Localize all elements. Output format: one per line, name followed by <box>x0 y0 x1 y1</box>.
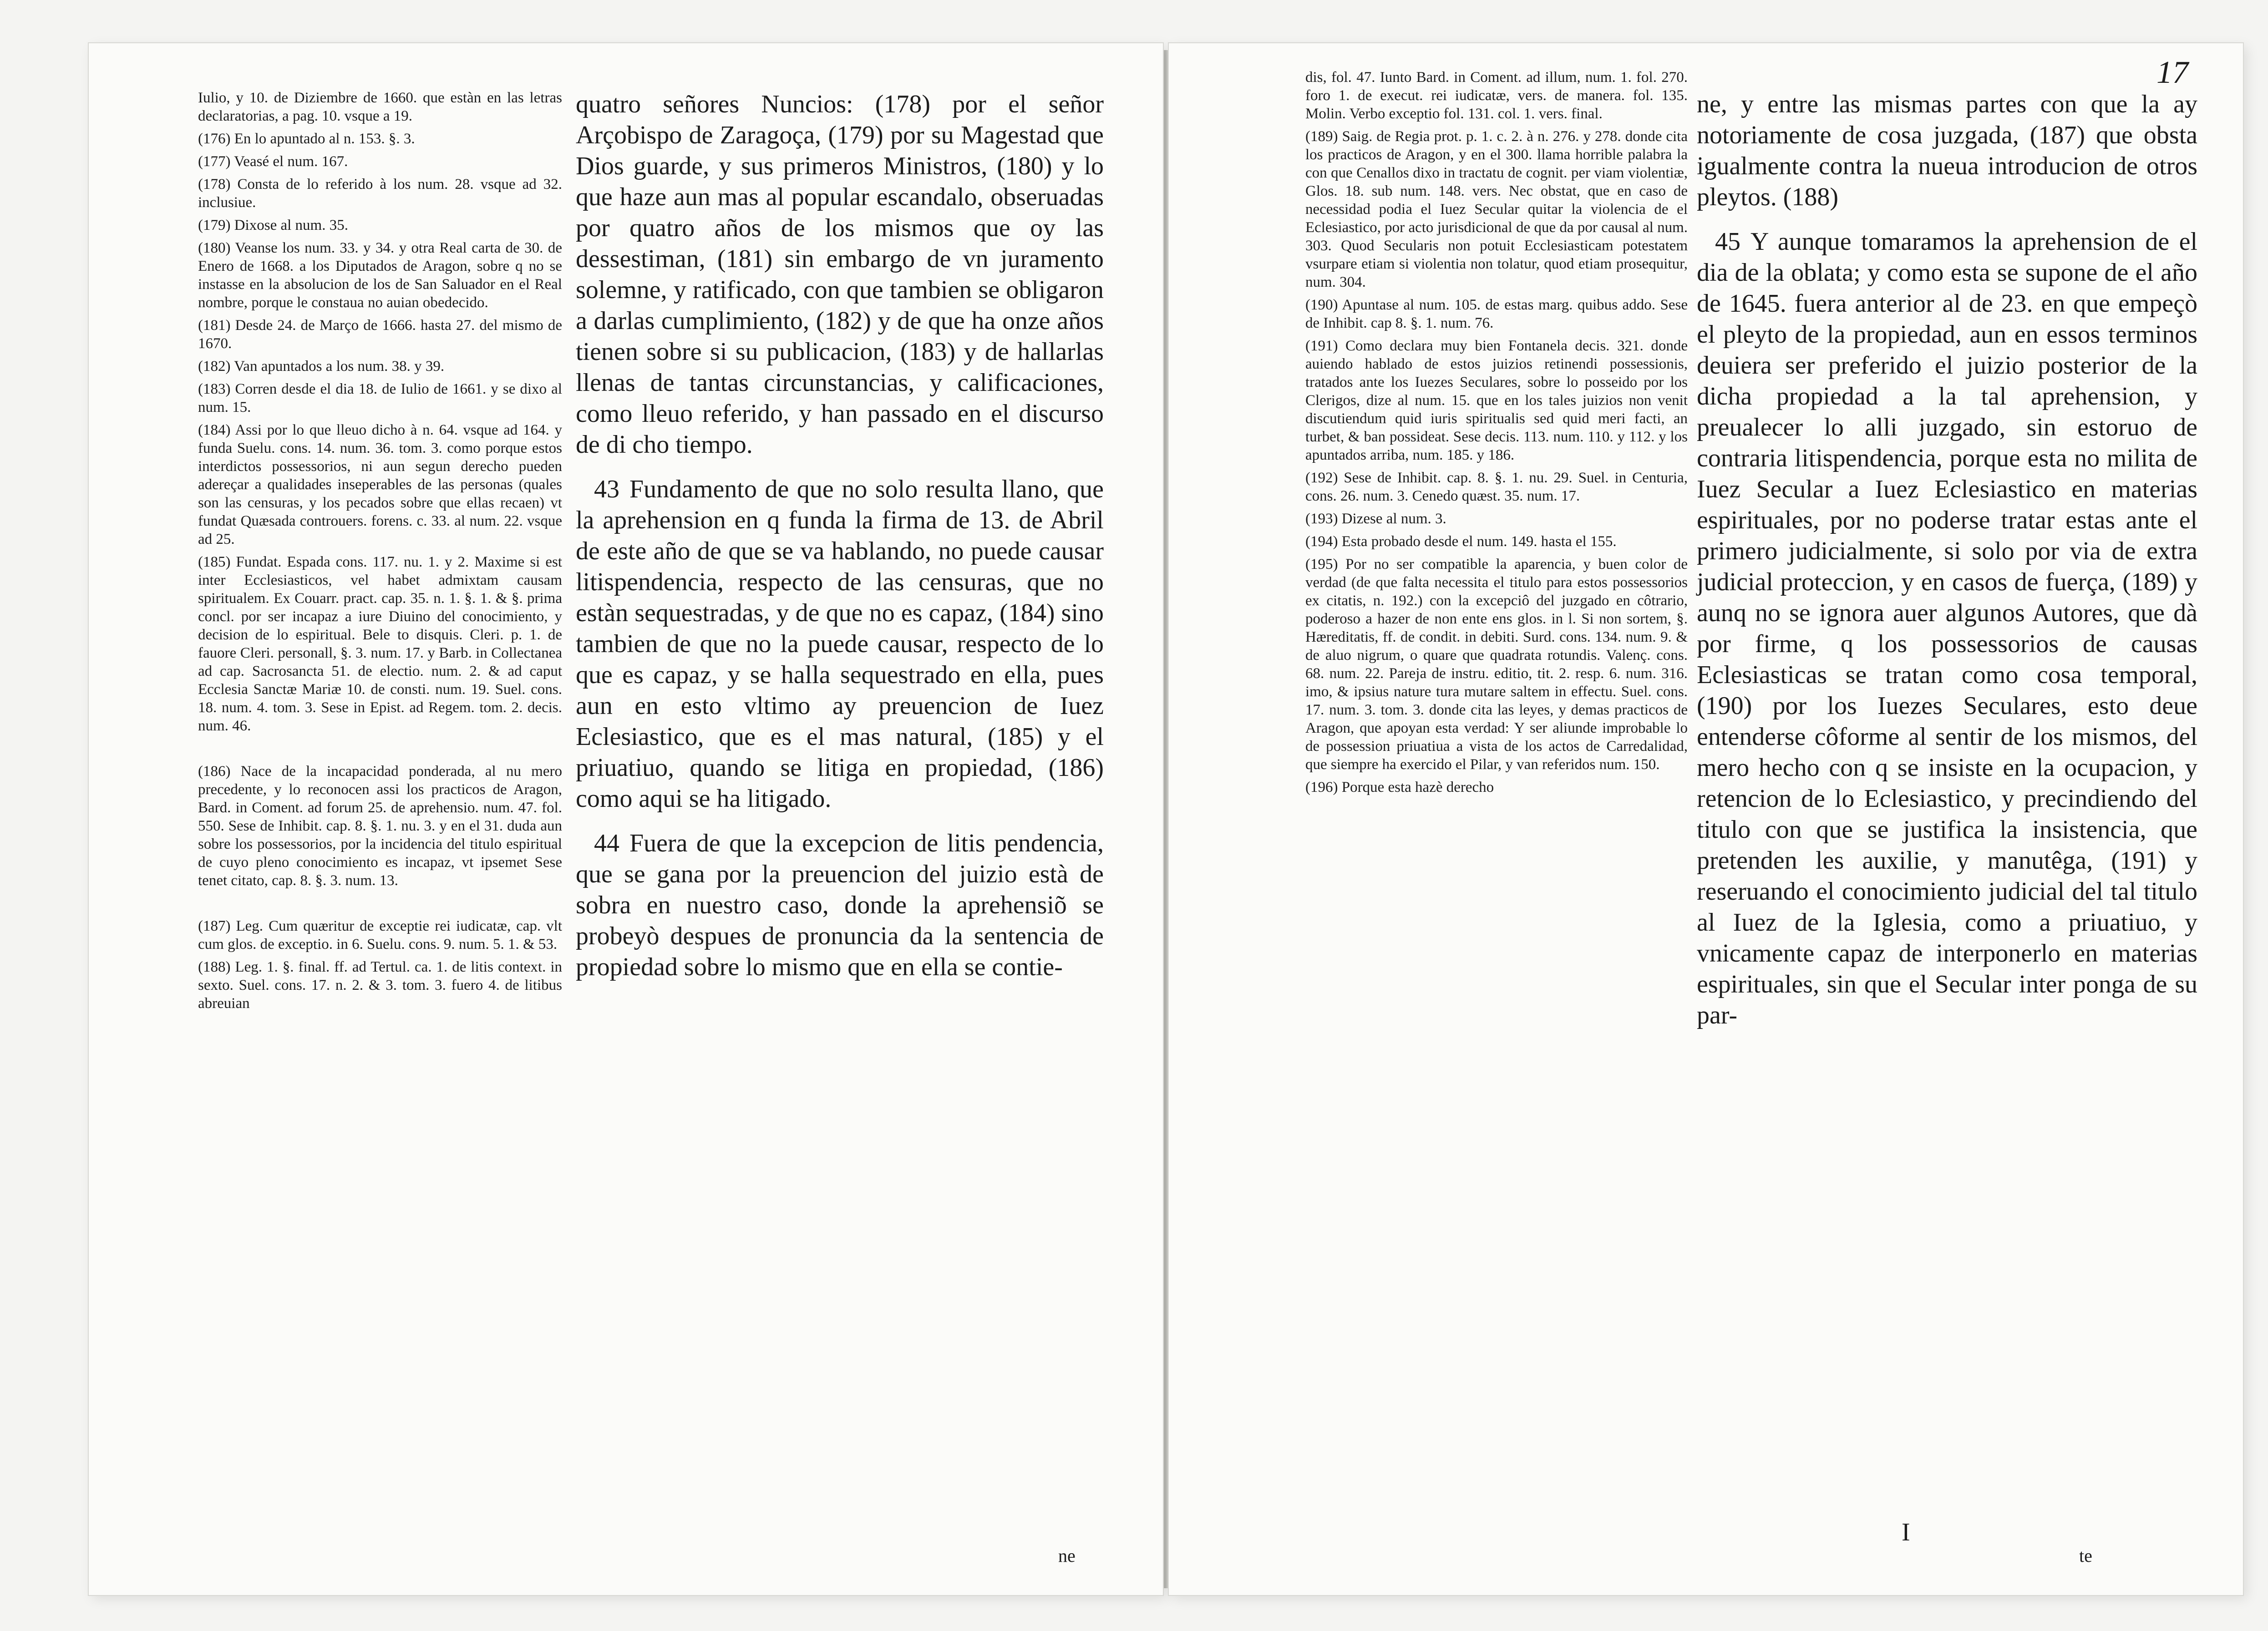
note: (179) Dixose al num. 35. <box>198 217 348 233</box>
paragraph-text: Fuera de que la excepcion de litis pendencia, que se gana por la preuencion del juizio està de sobra en nuestro caso, donde la aprehensiõ se probeyò despues de pronuncia da la sentencia de propiedad sobre lo mismo que en ella se contie- <box>576 829 1104 981</box>
note: (180) Veanse los num. 33. y 34. y otra Real carta de 30. de Enero de 1668. a los Diputados de Aragon, sobre q no se instasse en la absolucion de los de San Saluador en el Real nombre, porque le constaua no auian obedecido. <box>198 240 562 311</box>
note: (195) Por no ser compatible la aparencia, y buen color de verdad (de que falta necessita el titulo para estos possessorios ex citatis, n. 192.) con la excepciô del juzgado en côtrario, poderoso a hazer de non ente ens glos. in l. Si non sortem, §. Hæreditatis, ff. de condit. in debiti. Surd. cons. 134. num. 9. & de aluo nigrum, o quare que quadrata rotundis. Valenç. cons. 68. num. 22. Pareja de instru. editio, tit. 2. resp. 6. num. 316. imo, & ipsius nature tura mutare saltem in effectu. Suel. cons. 17. num. 3. tom. 3. donde cita las leyes, y demas practicos de Aragon, que apoyan esta verdad: Y ser aliunde improbable lo de possession priuatiua a vista de los actos de Carredalidad, que siempre ha exercido el Pilar, y van referidos num. 150. <box>1305 556 1688 773</box>
note: (194) Esta probado desde el num. 149. hasta el 155. <box>1305 533 1617 550</box>
left-main-column <box>576 89 1104 996</box>
note: (183) Corren desde el dia 18. de Iulio de 1661. y se dixo al num. 15. <box>198 381 562 415</box>
note: (187) Leg. Cum quæritur de exceptie rei iudicatæ, cap. vlt cum glos. de exceptio. in 6. Suelu. cons. 9. num. 5. 1. & 53. <box>198 918 562 952</box>
paragraph-text: Fundamento de que no solo resulta llano, que la aprehension en q funda la firma de 13. de Abril de este año de que se va hablando, no puede causar litispendencia, respecto de las censuras, que no estàn sequestradas, y de que no es capaz, (184) sino tambien de que no la puede causar, respecto de lo que es capaz, y se halla sequestrado en ella, pues aun en esto vltimo ay preuencion de Iuez Eclesiastico, que es el mas natural, (185) y el priuatiuo, quando se litiga en propiedad, (186) como aqui se ha litigado. <box>576 475 1104 813</box>
paragraph-43 <box>576 474 1104 814</box>
note: (177) Veasé el num. 167. <box>198 153 348 170</box>
note: (178) Consta de lo referido à los num. 28. vsque ad 32. inclusiue. <box>198 176 562 211</box>
left-notes-column <box>198 89 562 1017</box>
note: (189) Saig. de Regia prot. p. 1. c. 2. à n. 276. y 278. donde cita los practicos de Aragon, y en el 300. llama horrible palabra la con que Cenallos dixo in tractatu de cognit. per viam violentiæ, Glos. 18. sub num. 148. vers. Nec obstat, que en caso de necessidad podia el Iuez Secular quitar la violencia de el Eclesiastico, por acto jurisdicional de que da por causal al num. 303. Quod Secularis non potuit Ecclesiasticam potestatem vsurpare etiam si violentia non tolatur, quod etiam prosequitur, num. 304. <box>1305 128 1688 290</box>
paragraph-44 <box>576 828 1104 983</box>
paragraph-number: 45 <box>1715 228 1740 256</box>
note: (192) Sese de Inhibit. cap. 8. §. 1. nu. 29. Suel. in Centuria, cons. 26. num. 3. Cenedo quæst. 35. num. 17. <box>1305 470 1688 504</box>
paragraph-number: 43 <box>594 475 619 503</box>
right-notes-column <box>1305 68 1688 801</box>
left-page <box>89 43 1163 1595</box>
note: Iulio, y 10. de Diziembre de 1660. que estàn en las letras declaratorias, a pag. 10. vsque a 19. <box>198 90 562 124</box>
note: (176) En lo apuntado al n. 153. §. 3. <box>198 131 415 147</box>
paragraph-text: Y aunque tomaramos la aprehension de el dia de la oblata; y como esta se supone de el año de 1645. fuera anterior al de 23. en que empeçò el pleyto de la propiedad, aun en essos terminos deuiera ser preferido el juizio posterior de la dicha propiedad a la tal aprehension, y preualecer lo alli juzgado, sin estoruo de contraria litispendencia, porque esta no milita de Iuez Secular a Iuez Eclesiastico en materias espirituales, por no poderse tratar estas ante el primero judicialmente, si solo por via de extra judicial proteccion, y en casos de fuerça, (189) y aunq no se ignora auer algunos Autores, que dà por firme, q los possessorios de causas Eclesiasticas se tratan como cosa temporal, (190) por los Iuezes Seculares, esto deue entenderse côforme al sentir de los mismos, del mero hecho con q se insiste en la ocupacion, y retencion de lo Eclesiastico, y precindiendo del titulo con que se justifica la insistencia, que pretenden les auxilie, y manutêga, (191) y reseruando el conocimiento judicial del tal titulo al Iuez de la Iglesia, como a priuatiuo, y vnicamente capaz de interponerlo en materias espirituales, sin que el Secular inter ponga de su par- <box>1697 228 2197 1029</box>
note: (190) Apuntase al num. 105. de estas marg. quibus addo. Sese de Inhibit. cap 8. §. 1. num. 76. <box>1305 297 1688 331</box>
paragraph-45 <box>1697 226 2197 1031</box>
note: (196) Porque esta hazè derecho <box>1305 779 1494 795</box>
note: (186) Nace de la incapacidad ponderada, al nu mero precedente, y lo reconocen assi los practicos de Aragon, Bard. in Coment. ad forum 25. de aprehensio. num. 47. fol. 550. Sese de Inhibit. cap. 8. §. 1. nu. 3. y en el 31. duda aun sobre los possessorios, por la incidencia del titulo espiritual de cuyo pleno conocimiento es incapaz, vt ipsemet Sese tenet citato, cap. 8. §. 3. num. 13. <box>198 763 562 889</box>
note: (182) Van apuntados a los num. 38. y 39. <box>198 358 445 375</box>
note: (188) Leg. 1. §. final. ff. ad Tertul. ca. 1. de litis context. in sexto. Suel. cons. 17. n. 2. & 3. tom. 3. fuero 4. de litibus abreuian <box>198 959 562 1012</box>
catchword: te <box>2079 1545 2092 1566</box>
note: (193) Dizese al num. 3. <box>1305 511 1446 527</box>
note: (181) Desde 24. de Março de 1666. hasta 27. del mismo de 1670. <box>198 317 562 352</box>
signature-mark: I <box>1902 1518 1910 1546</box>
folio-number: 17 <box>2156 55 2188 90</box>
paragraph: ne, y entre las mismas partes con que la ay notoriamente de cosa juzgada, (187) que obsta igualmente contra la nueua introducion de otros pleytos. (188) <box>1697 90 2197 211</box>
note: (184) Assi por lo que lleuo dicho à n. 64. vsque ad 164. y funda Suelu. cons. 14. num. 36. tom. 3. como porque estos interdictos possessorios, ni aun segun derecho pueden adereçar a qualidades inseperables de las personas (quales son las censuras, y los pecados sobre que ellas recaen) vt fundat Quæsada controuers. forens. c. 33. al num. 22. vsque ad 25. <box>198 422 562 547</box>
paragraph: quatro señores Nuncios: (178) por el señor Arçobispo de Zaragoça, (179) por su Magestad que Dios guarde, y sus primeros Ministros, (180) y lo que haze aun mas al popular escandalo, obseruadas por quatro años de los mismos que oy las dessestiman, (181) sin embargo de vn juramento solemne, y ratificado, con que tambien se obligaron a darlas cumplimiento, (182) y de que ha onze años tienen sobre si su publicacion, (183) y de hallarlas llenas de tantas circunstancias, y calificaciones, como lleuo referido, y han passado en el discurso de di cho tiempo. <box>576 90 1104 459</box>
right-main-column <box>1697 89 2197 1044</box>
note: dis, fol. 47. Iunto Bard. in Coment. ad illum, num. 1. fol. 270. foro 1. de execut. rei iudicatæ, vers. de manera. fol. 135. Molin. Verbo exceptio fol. 131. col. 1. vers. final. <box>1305 69 1688 122</box>
right-page <box>1169 43 2243 1595</box>
paragraph-number: 44 <box>594 829 619 857</box>
note: (185) Fundat. Espada cons. 117. nu. 1. y 2. Maxime si est inter Ecclesiasticos, vel habet admixtam causam spiritualem. Ex Couarr. pract. cap. 35. n. 1. §. 1. & §. prima concl. por ser incapaz a iure Diuino del conocimiento, y decision de lo espiritual. Bele to disquis. Cleri. p. 1. de fauore Cleri. personall, §. 3. num. 17. y Barb. in Collectanea ad cap. Sacrosancta 51. de electio. num. 2. & ad caput Ecclesia Sanctæ Mariæ 10. de consti. num. 19. Suel. cons. 18. num. 4. tom. 3. Sese in Epist. ad Regem. tom. 2. decis. num. 46. <box>198 554 562 734</box>
catchword: ne <box>1058 1545 1076 1566</box>
note: (191) Como declara muy bien Fontanela decis. 321. donde auiendo hablado de estos juizios retinendi possessionis, tratados ante los Iuezes Seculares, sobre lo posseido por los Clerigos, dize al num. 15. que en los tales juizios non venit discutiendum quid iuris spiritualis sed quid meri facti, an turbet, & ban possideat. Sese decis. 113. num. 110. y 112. y los apuntados arriba, num. 185. y 186. <box>1305 338 1688 463</box>
